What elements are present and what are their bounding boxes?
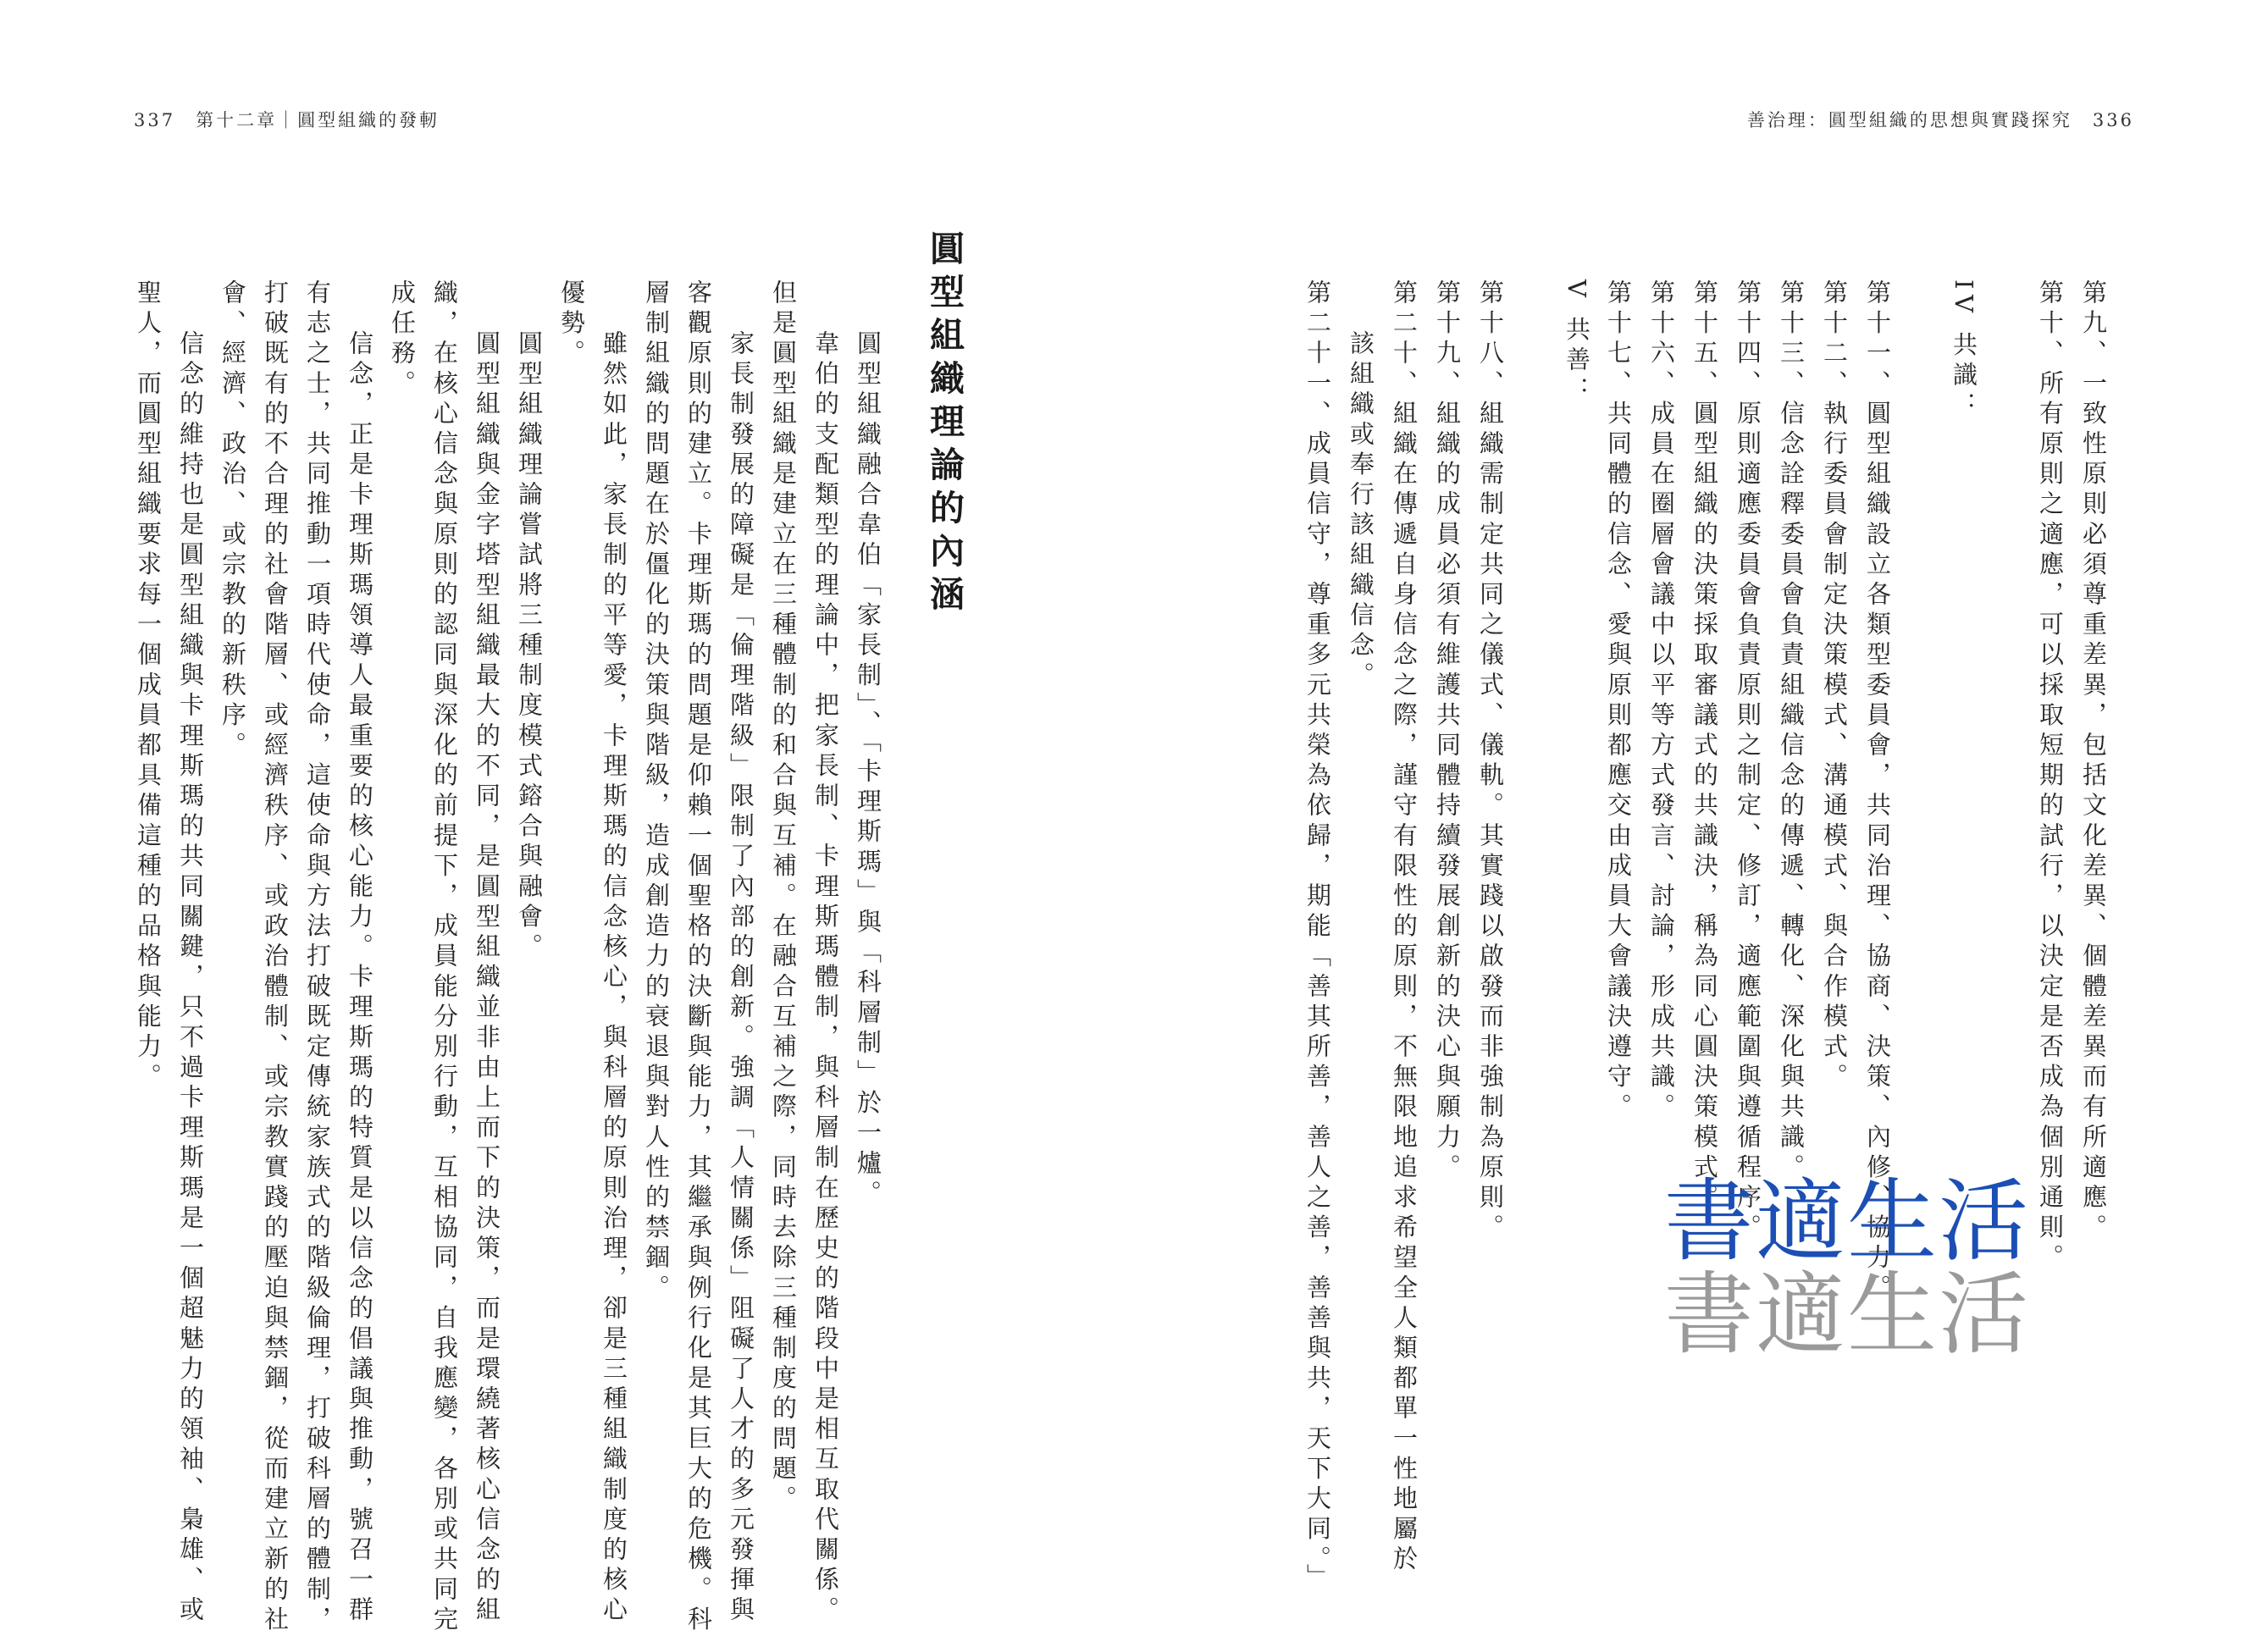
rule-15: 第十五、圓型組織的決策採取審議式的共識決，稱為同心圓決策模式。: [1690, 279, 1719, 1214]
paragraph-line: 有志之士，共同推動一項時代使命，這使命與方法打破既定傳統家族式的階級倫理，打破科層的體制，: [303, 279, 332, 1636]
rule-21: 第二十一、成員信守，尊重多元共榮為依歸，期能「善其所善，善人之善，善善與共，天下大同。」: [1303, 279, 1332, 1594]
paragraph-line: 圓型組織融合韋伯「家長制」、「卡理斯瑪」與「科層制」於一爐。: [854, 330, 882, 1210]
rule-12: 第十二、執行委員會制定決策模式、溝通模式、與合作模式。: [1820, 279, 1849, 1094]
paragraph-line: 層制組織的問題在於僵化的決策與階級，造成創造力的衰退與對人性的禁錮。: [642, 279, 671, 1305]
publisher-logo-gray: 書適生活: [1664, 1265, 2030, 1365]
paragraph-line: 織，在核心信念與原則的認同與深化的前提下，成員能分別行動，互相協同，自我應變，各別或共同完: [430, 279, 459, 1636]
section-heading: 圓型組織理論的內涵: [924, 230, 965, 619]
publisher-logo-blue: 書適生活: [1664, 1172, 2030, 1272]
rule-17: 第十七、共同體的信念、愛與原則都應交由成員大會議決遵守。: [1604, 279, 1633, 1124]
section-v-heading: V 共善：: [1563, 279, 1591, 407]
paragraph-line: 韋伯的支配類型的理論中，把家長制、卡理斯瑪體制，與科層制在歷史的階段中是相互取代關係。: [811, 330, 840, 1627]
paragraph-line: 打破既有的不合理的社會階層、或經濟秩序、或政治體制、或宗教實踐的壓迫與禁錮，從而建立新的社: [261, 279, 290, 1636]
paragraph-line: 但是圓型組織是建立在三種體制的和合與互補。在融合互補之際，同時去除三種制度的問題。: [769, 279, 798, 1516]
rule-13: 第十三、信念詮釋委員會負責組織信念的傳遞、轉化、深化與共識。: [1777, 279, 1806, 1184]
paragraph-line: 會、經濟、政治、或宗教的新秩序。: [219, 279, 247, 762]
paragraph-line: 聖人，而圓型組織要求每一個成員都具備這種的品格與能力。: [134, 279, 163, 1094]
paragraph-line: 圓型組織理論嘗試將三種制度模式鎔合與融會。: [515, 330, 544, 964]
rule-9: 第九、一致性原則必須尊重差異，包括文化差異、個體差異而有所適應。: [2079, 279, 2108, 1245]
rule-20: 第二十、組織在傳遞自身信念之際，謹守有限性的原則，不無限地追求希望全人類都單一性地屬於: [1390, 279, 1419, 1576]
rule-18: 第十八、組織需制定共同之儀式、儀軌。其實踐以啟發而非強制為原則。: [1476, 279, 1505, 1245]
page-header-left: 337 第十二章｜圓型組織的發軔: [134, 110, 440, 130]
rule-10: 第十、所有原則之適應，可以採取短期的試行，以決定是否成為個別通則。: [2036, 279, 2065, 1274]
paragraph-line: 雖然如此，家長制的平等愛，卡理斯瑪的信念核心，與科層的原則治理，卻是三種組織制度的核心: [600, 330, 628, 1627]
paragraph-line: 圓型組織與金字塔型組織最大的不同，是圓型組織並非由上而下的決策，而是環繞著核心信念的組: [473, 330, 501, 1627]
rule-19: 第十九、組織的成員必須有維護共同體持續發展創新的決心與願力。: [1433, 279, 1462, 1184]
rule-20-continued: 該組織或奉行該組織信念。: [1347, 330, 1375, 693]
paragraph-line: 客觀原則的建立。卡理斯瑪的問題是仰賴一個聖格的決斷與能力，其繼承與例行化是其巨大的危機。科: [684, 279, 713, 1636]
paragraph-line: 家長制發展的障礙是「倫理階級」限制了內部的創新。強調「人情關係」阻礙了人才的多元發揮與: [727, 330, 755, 1627]
paragraph-line: 優勢。: [557, 279, 586, 370]
paragraph-line: 成任務。: [388, 279, 417, 401]
rule-16: 第十六、成員在圈層會議中以平等方式發言、討論，形成共識。: [1647, 279, 1676, 1124]
paragraph-line: 信念，正是卡理斯瑪領導人最重要的核心能力。卡理斯瑪的特質是以信念的倡議與推動，號召一群: [346, 330, 374, 1627]
section-iv-heading: IV 共識：: [1950, 279, 1978, 423]
paragraph-line: 信念的維持也是圓型組織與卡理斯瑪的共同關鍵，只不過卡理斯瑪是一個超魅力的領袖、梟雄、或: [176, 330, 205, 1627]
rule-14: 第十四、原則適應委員會負責原則之制定、修訂，適應範圍與遵循程序。: [1734, 279, 1762, 1245]
page-header-right: 善治理：圓型組織的思想與實踐探究 336: [1746, 110, 2134, 130]
rule-11: 第十一、圓型組織設立各類型委員會，共同治理、協商、決策、內修、協力。: [1863, 279, 1892, 1305]
